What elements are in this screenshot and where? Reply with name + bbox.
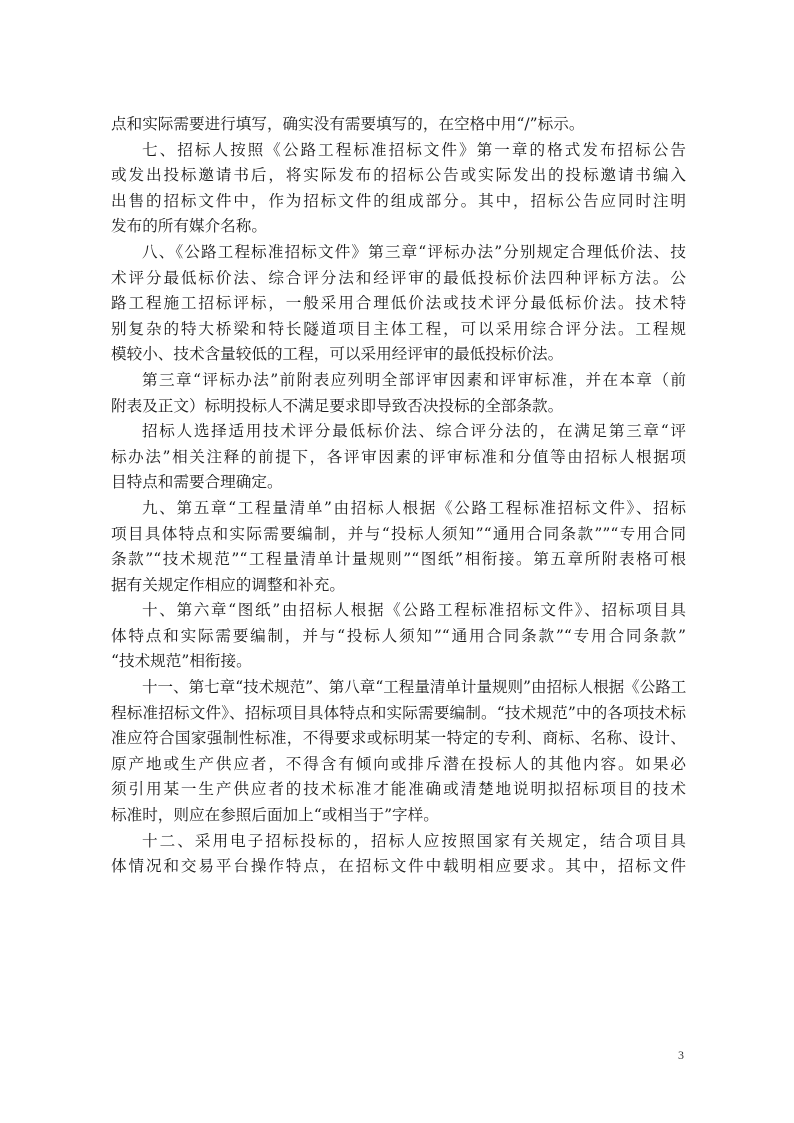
text-line: 体特点和实际需要编制，并与“投标人须知”“通用合同条款”“专用合同条款” <box>111 626 686 645</box>
text-line: 项目具体特点和实际需要编制，并与“投标人须知”“通用合同条款””“专用合同 <box>111 524 686 543</box>
text-line: 点和实际需要进行填写，确实没有需要填写的，在空格中用“/”标示。 <box>111 115 585 133</box>
text-line: 术评分最低标价法、综合评分法和经评审的最低投标价法四种评标方法。公 <box>111 268 686 287</box>
page-number: 3 <box>678 1048 684 1062</box>
text-line: 第三章“评标办法”前附表应列明全部评审因素和评审标准，并在本章（前 <box>142 370 686 389</box>
text-line: 须引用某一生产供应者的技术标准才能准确或清楚地说明拟招标项目的技术 <box>111 780 686 799</box>
text-line: 出售的招标文件中，作为招标文件的组成部分。其中，招标公告应同时注明 <box>111 191 686 210</box>
text-line: 原产地或生产供应者，不得含有倾向或排斥潜在投标人的其他内容。如果必 <box>111 754 686 773</box>
text-line: 模较小、技术含量较低的工程，可以采用经评审的最低投标价法。 <box>111 345 564 364</box>
text-line: 别复杂的特大桥梁和特长隧道项目主体工程，可以采用综合评分法。工程规 <box>111 319 686 338</box>
text-line: 附表及正文）标明投标人不满足要求即导致否决投标的全部条款。 <box>111 396 564 415</box>
text-line: 七、招标人按照《公路工程标准招标文件》第一章的格式发布招标公告 <box>142 140 686 159</box>
text-line: 十一、第七章“技术规范”、第八章“工程量清单计量规则”由招标人根据《公路工 <box>142 678 687 697</box>
text-line: 八、《公路工程标准招标文件》第三章“评标办法”分别规定合理低价法、技 <box>142 242 686 261</box>
text-line: 程标准招标文件》、招标项目具体特点和实际需要编制。“技术规范”中的各项技术标 <box>111 703 686 722</box>
text-line: 九、第五章“工程量清单”由招标人根据《公路工程标准招标文件》、招标 <box>142 498 686 517</box>
text-line: 据有关规定作相应的调整和补充。 <box>111 575 345 594</box>
text-line: 条款”“技术规范”“工程量清单计量规则”“图纸”相衔接。第五章所附表格可根 <box>111 550 686 569</box>
text-line: 目特点和需要合理确定。 <box>111 473 283 492</box>
text-line: 体情况和交易平台操作特点，在招标文件中载明相应要求。其中，招标文件 <box>111 857 686 876</box>
text-line: 或发出投标邀请书后，将实际发布的招标公告或实际发出的投标邀请书编入 <box>111 166 686 185</box>
text-line: 准应符合国家强制性标准，不得要求或标明某一特定的专利、商标、名称、设计、 <box>111 729 686 748</box>
text-line: “技术规范”相衔接。 <box>111 652 252 671</box>
text-line: 招标人选择适用技术评分最低标价法、综合评分法的，在满足第三章“评 <box>142 422 686 441</box>
body-text <box>111 112 686 880</box>
text-line: 发布的所有媒介名称。 <box>111 217 267 236</box>
text-line: 标准时，则应在参照后面加上“或相当于”字样。 <box>111 806 439 825</box>
text-line: 路工程施工招标评标，一般采用合理低价法或技术评分最低标价法。技术特 <box>111 294 686 313</box>
text-line: 十、第六章“图纸”由招标人根据《公路工程标准招标文件》、招标项目具 <box>142 601 686 620</box>
text-line: 标办法”相关注释的前提下，各评审因素的评审标准和分值等由招标人根据项 <box>111 447 686 466</box>
text-line: 十二、采用电子招标投标的，招标人应按照国家有关规定，结合项目具 <box>142 831 686 850</box>
